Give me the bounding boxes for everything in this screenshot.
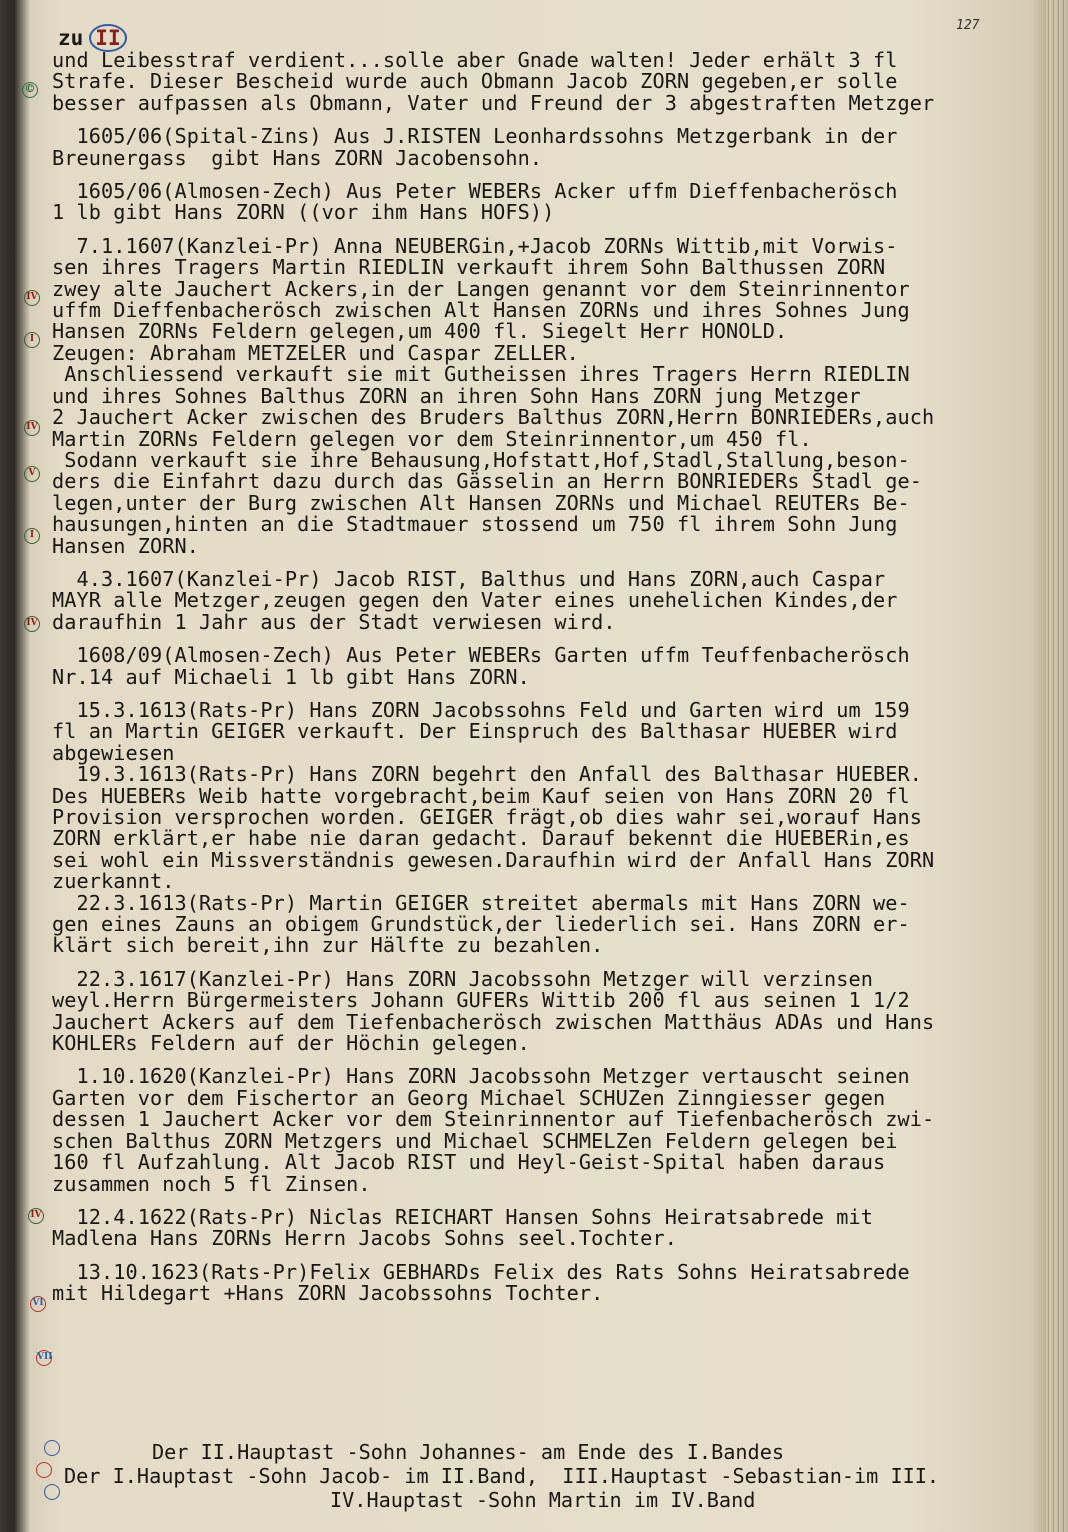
text-line: legen,unter der Burg zwischen Alt Hansen ZORNs und Michael REUTERs Be- <box>52 490 910 515</box>
text-line: und Leibesstraf verdient...solle aber Gnade walten! Jeder erhält 3 fl <box>52 48 898 72</box>
text-line: zusammen noch 5 fl Zinsen. <box>52 1171 371 1196</box>
text-line: KOHLERs Feldern auf der Höchin gelegen. <box>52 1031 530 1056</box>
text-line: Provision versprochen worden. GEIGER frägt,ob dies wahr sei,worauf Hans <box>52 805 923 829</box>
text-line: hausungen,hinten an die Stadtmauer stossend um 750 fl ihrem Sohn Jung <box>52 512 898 537</box>
text-line: ZORN erklärt,er habe nie daran gedacht. Darauf bekennt die HUEBERin,es <box>52 826 910 851</box>
text-line: sei wohl ein Missverständnis gewesen.Daraufhin wird der Anfall Hans ZORN <box>52 847 935 872</box>
page-number: 127 <box>956 18 980 33</box>
header-ring-label: II <box>89 24 126 52</box>
text-line: 1605/06(Almosen-Zech) Aus Peter WEBERs Acker uffm Dieffenbacherösch <box>52 179 898 204</box>
text-line: Sodann verkauft sie ihre Behausung,Hofstatt,Hof,Stadl,Stallung,beson- <box>52 447 910 472</box>
text-line: 1608/09(Almosen-Zech) Aus Peter WEBERs Garten uffm Teuffenbacherösch <box>52 643 910 668</box>
text-line: zuerkannt. <box>52 869 175 894</box>
margin-mark: V <box>24 466 40 482</box>
footer-line: IV.Hauptast -Sohn Martin im IV.Band <box>330 1488 756 1512</box>
text-line: Martin ZORNs Feldern gelegen vor dem Steinrinnentor,um 450 fl. <box>52 426 812 451</box>
text-line: mit Hildegart +Hans ZORN Jacobssohns Tochter. <box>52 1281 604 1306</box>
text-line: Garten vor dem Fischertor an Georg Michael SCHUZen Zinngiesser gegen <box>52 1085 886 1110</box>
footer-line: Der II.Hauptast -Sohn Johannes- am Ende des I.Bandes <box>152 1440 785 1464</box>
text-line: 1 lb gibt Hans ZORN ((vor ihm Hans HOFS)) <box>52 200 555 225</box>
text-line: Anschliessend verkauft sie mit Gutheissen ihres Tragers Herrn RIEDLIN <box>52 362 910 387</box>
text-line: Strafe. Dieser Bescheid wurde auch Obmann Jacob ZORN gegeben,er solle <box>52 69 898 94</box>
text-line: Zeugen: Abraham METZELER und Caspar ZELLER. <box>52 340 579 365</box>
text-line: klärt sich bereit,ihn zur Hälfte zu bezahlen. <box>52 933 604 958</box>
text-line: dessen 1 Jauchert Acker vor dem Steinrinnentor auf Tiefenbacherösch zwi- <box>52 1107 935 1132</box>
text-line: 13.10.1623(Rats-Pr)Felix GEBHARDs Felix des Rats Sohns Heiratsabrede <box>52 1259 910 1284</box>
margin-mark: IV <box>24 420 40 436</box>
footer-line: Der I.Hauptast -Sohn Jacob- im II.Band, III.Hauptast -Sebastian-im III. <box>64 1464 940 1488</box>
text-line: 15.3.1613(Rats-Pr) Hans ZORN Jacobssohns Feld und Garten wird um 159 <box>52 697 910 722</box>
text-line: Breunergass gibt Hans ZORN Jacobensohn. <box>52 145 543 170</box>
margin-mark-footer <box>36 1462 52 1478</box>
text-line: 12.4.1622(Rats-Pr) Niclas REICHART Hansen Sohns Heiratsabrede mit <box>52 1204 874 1229</box>
text-line: 19.3.1613(Rats-Pr) Hans ZORN begehrt den Anfall des Balthasar HUEBER. <box>52 762 923 787</box>
text-line: fl an Martin GEIGER verkauft. Der Einspruch des Balthasar HUEBER wird <box>52 719 898 744</box>
text-line: 22.3.1613(Rats-Pr) Martin GEIGER streitet abermals mit Hans ZORN we- <box>52 890 910 915</box>
text-line: Nr.14 auf Michaeli 1 lb gibt Hans ZORN. <box>52 664 530 689</box>
margin-mark-footer <box>44 1484 60 1500</box>
margin-mark-footer <box>44 1440 60 1456</box>
text-line: MAYR alle Metzger,zeugen gegen den Vater eines unehelichen Kindes,der <box>52 588 898 613</box>
text-line: 160 fl Aufzahlung. Alt Jacob RIST und Heyl-Geist-Spital haben daraus <box>52 1150 886 1175</box>
margin-mark: VI <box>30 1296 46 1312</box>
text-line: gen eines Zauns an obigem Grundstück,der liederlich sei. Hans ZORN er- <box>52 912 910 937</box>
margin-mark: I <box>24 528 40 544</box>
margin-mark: IV <box>24 616 40 632</box>
text-line: abgewiesen <box>52 740 175 765</box>
header-prefix: zu <box>58 26 84 50</box>
typed-text-body <box>52 50 1052 1305</box>
text-line: 1.10.1620(Kanzlei-Pr) Hans ZORN Jacobssohn Metzger vertauscht seinen <box>52 1064 910 1089</box>
text-line: Hansen ZORN. <box>52 533 200 558</box>
margin-mark: IV <box>24 290 40 306</box>
text-line: Des HUEBERs Weib hatte vorgebracht,beim Kauf seien von Hans ZORN 20 fl <box>52 783 910 808</box>
text-line: sen ihres Tragers Martin RIEDLIN verkauft ihrem Sohn Balthussen ZORN <box>52 255 886 280</box>
text-line: 1605/06(Spital-Zins) Aus J.RISTEN Leonhardssohns Metzgerbank in der <box>52 124 898 149</box>
margin-mark: © <box>22 82 38 98</box>
text-line: 7.1.1607(Kanzlei-Pr) Anna NEUBERGin,+Jacob ZORNs Wittib,mit Vorwis- <box>52 233 898 258</box>
margin-mark: I <box>24 332 40 348</box>
text-line: und ihres Sohnes Balthus ZORN an ihren Sohn Hans ZORN jung Metzger <box>52 383 861 408</box>
margin-mark: VII <box>36 1350 52 1366</box>
text-line: daraufhin 1 Jahr aus der Stadt verwiesen wird. <box>52 609 616 634</box>
text-line: besser aufpassen als Obmann, Vater und Freund der 3 abgestraften Metzger <box>52 90 935 115</box>
text-line: Hansen ZORNs Feldern gelegen,um 400 fl. Siegelt Herr HONOLD. <box>52 319 788 344</box>
text-line: 2 Jauchert Acker zwischen des Bruders Balthus ZORN,Herrn BONRIEDERs,auch <box>52 405 935 430</box>
text-line: 22.3.1617(Kanzlei-Pr) Hans ZORN Jacobssohn Metzger will verzinsen <box>52 966 874 991</box>
text-line: zwey alte Jauchert Ackers,in der Langen genannt vor dem Steinrinnentor <box>52 276 910 301</box>
text-line: 4.3.1607(Kanzlei-Pr) Jacob RIST, Balthus und Hans ZORN,auch Caspar <box>52 566 886 591</box>
margin-mark: IV <box>28 1208 44 1224</box>
text-line: weyl.Herrn Bürgermeisters Johann GUFERs Wittib 200 fl aus seinen 1 1/2 <box>52 988 910 1013</box>
text-line: ders die Einfahrt dazu durch das Gässelin an Herrn BONRIEDERs Stadl ge- <box>52 469 923 494</box>
text-line: uffm Dieffenbacherösch zwischen Alt Hansen ZORNs und ihres Sohnes Jung <box>52 298 910 323</box>
text-line: schen Balthus ZORN Metzgers und Michael SCHMELZen Feldern gelegen bei <box>52 1128 898 1153</box>
text-line: Madlena Hans ZORNs Herrn Jacobs Sohns seel.Tochter. <box>52 1226 677 1251</box>
text-line: Jauchert Ackers auf dem Tiefenbacherösch zwischen Matthäus ADAs und Hans <box>52 1009 935 1034</box>
